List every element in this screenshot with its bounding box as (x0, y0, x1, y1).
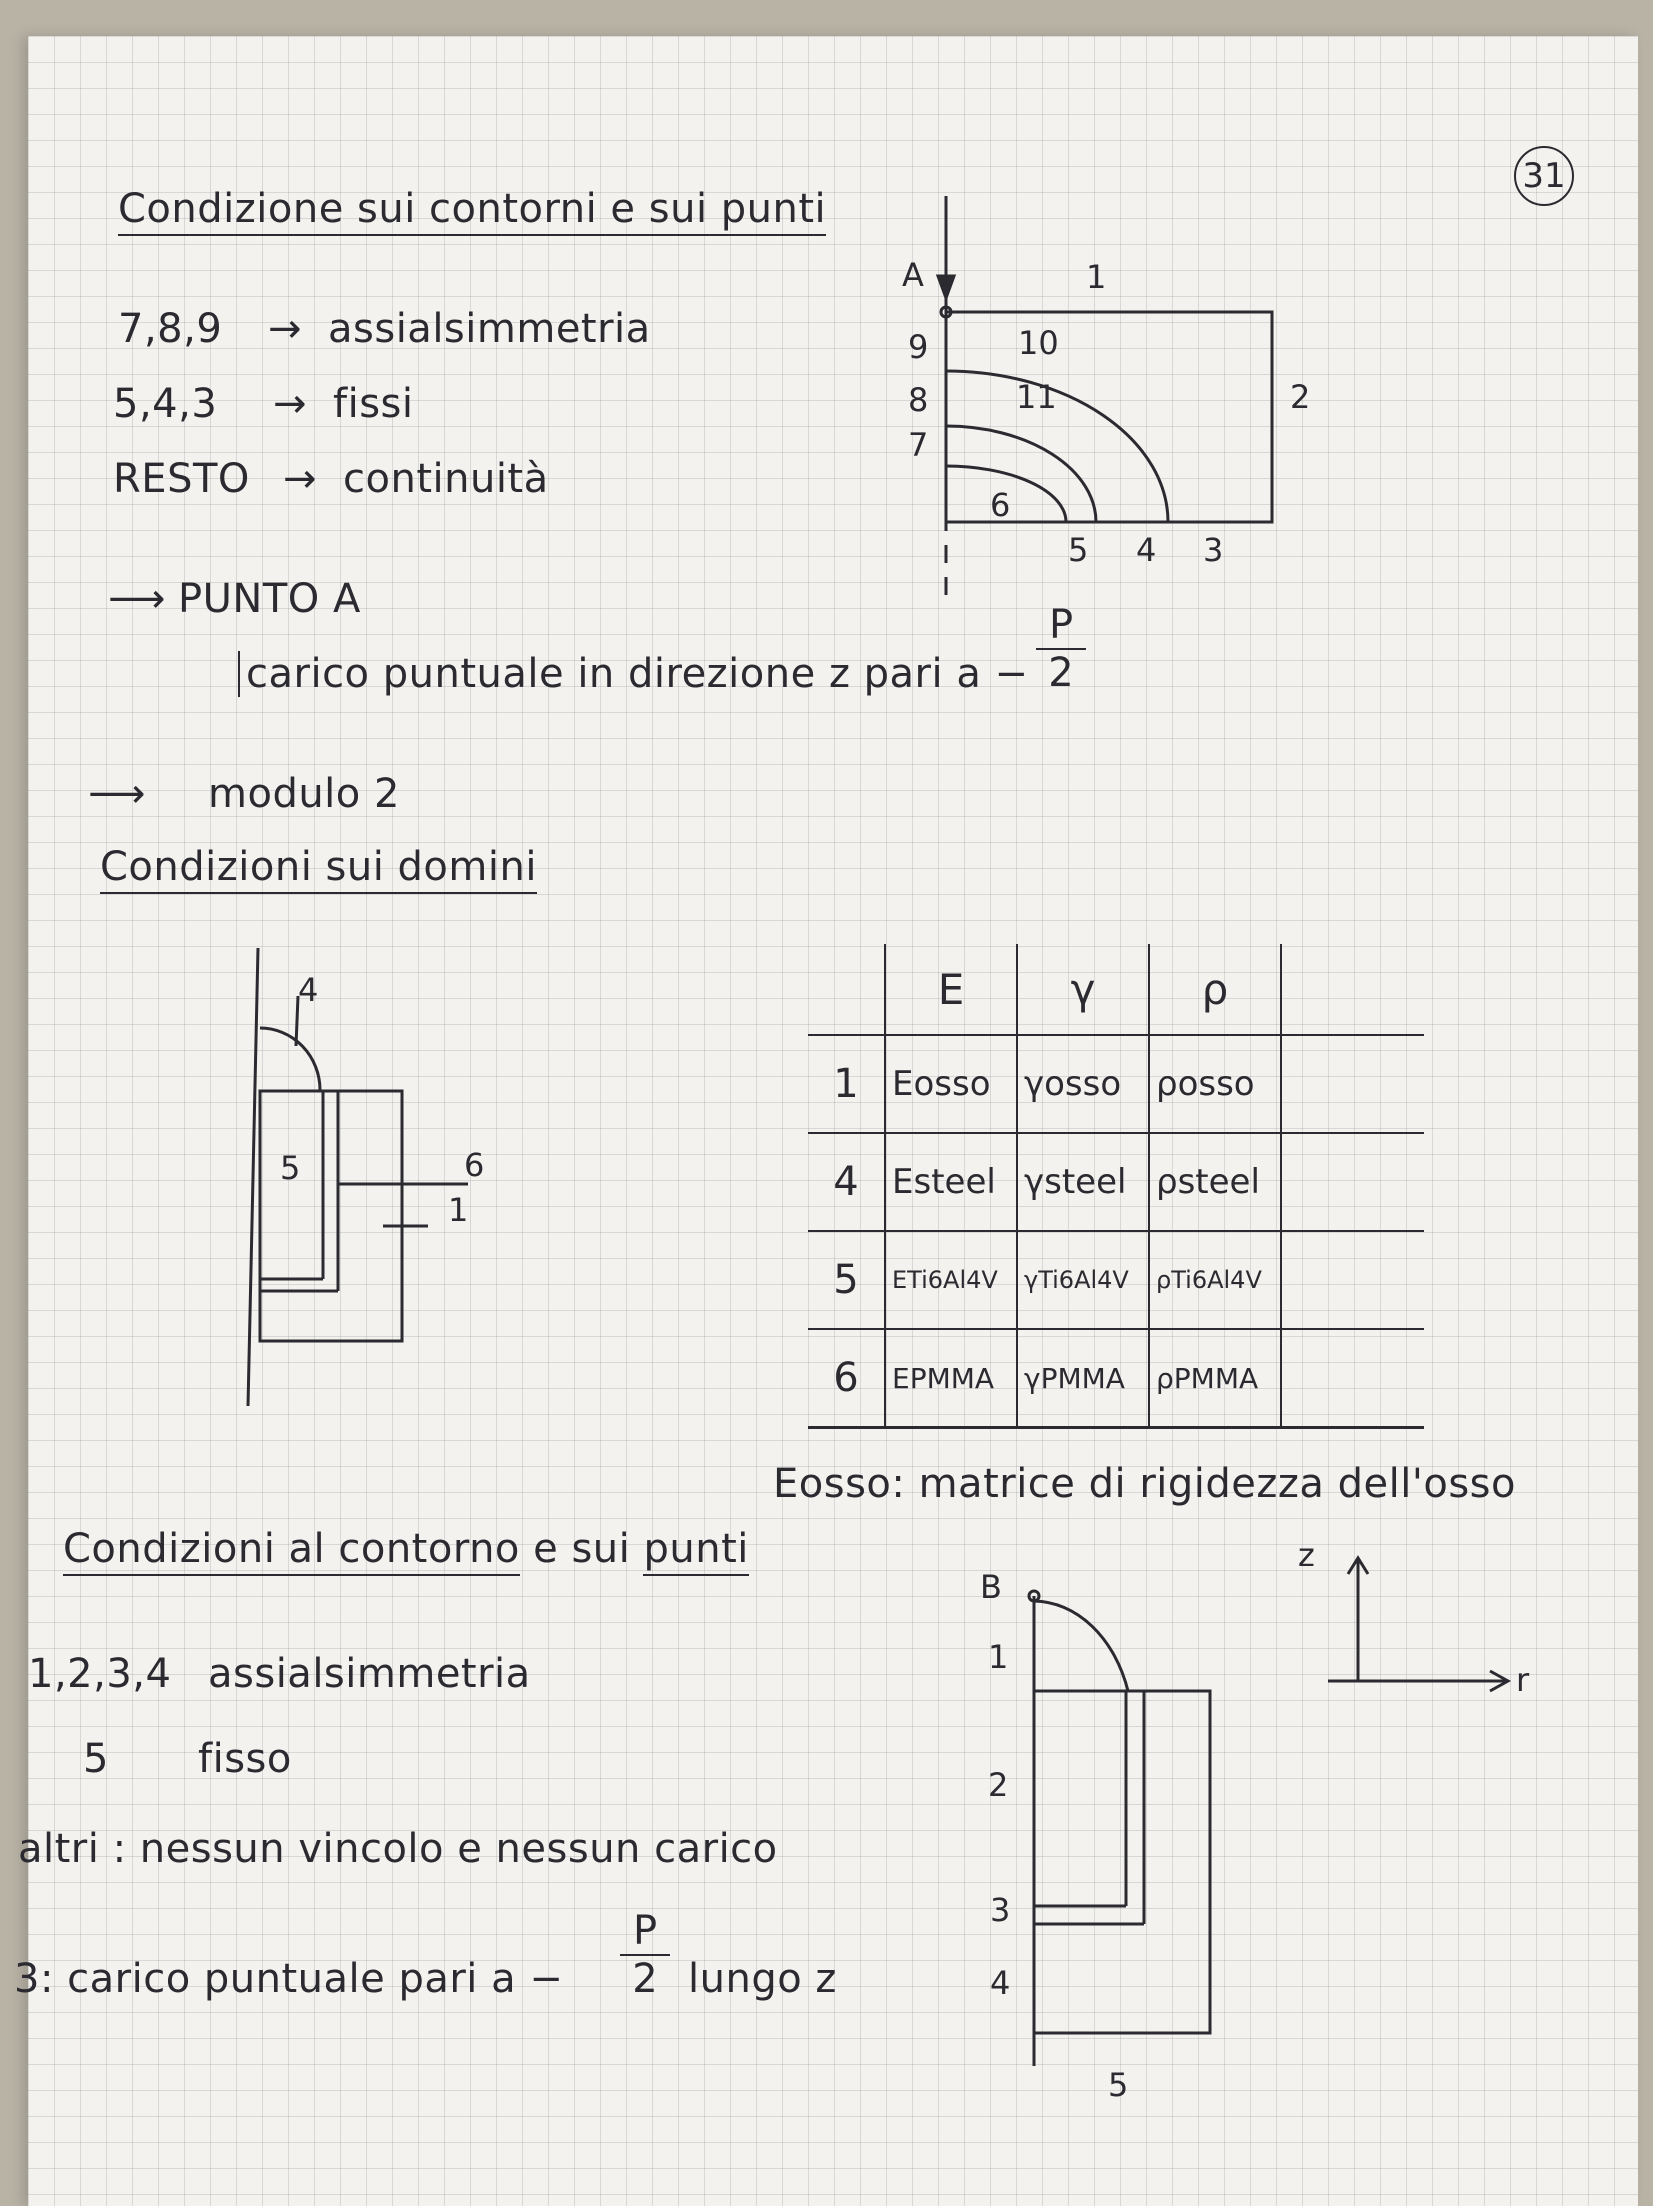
table-note: Eosso: matrice di rigidezza dell'osso (773, 1461, 1516, 1507)
cell-rho: ρPMMA (1149, 1329, 1281, 1428)
section3-title-part2: e sui (533, 1526, 631, 1572)
label-8: 8 (908, 381, 929, 419)
label-3: 3 (990, 1891, 1011, 1929)
row-id: 6 (808, 1329, 885, 1428)
row-id: 5 (808, 1231, 885, 1329)
diagram-domains (248, 948, 484, 1406)
fraction-denominator: 2 (1048, 650, 1074, 696)
label-4: 4 (990, 1964, 1011, 2002)
label-2: 2 (988, 1766, 1009, 1804)
axis-line (248, 948, 258, 1406)
cell-e: Eosso (885, 1035, 1017, 1133)
page-number: 31 (1514, 146, 1574, 206)
s1-line2-desc: fissi (333, 381, 414, 427)
s1-line2-arrow: → (273, 381, 308, 427)
diagram-a (902, 196, 1310, 606)
header-gamma: γ (1017, 944, 1149, 1035)
label-11: 11 (1016, 378, 1057, 416)
label-10: 10 (1018, 324, 1059, 362)
label-4: 4 (298, 971, 319, 1009)
axes-zr (1298, 1536, 1530, 1699)
section3-title-part3: punti (643, 1526, 748, 1576)
label-5: 5 (1068, 531, 1089, 569)
label-b: B (980, 1568, 1002, 1606)
point-a-text: carico puntuale in direzione z pari a − (238, 651, 1029, 697)
label-7: 7 (908, 426, 929, 464)
label-6: 6 (990, 486, 1011, 524)
cell-gamma: γosso (1017, 1035, 1149, 1133)
arc-1 (1034, 1601, 1128, 1691)
s3-line2-ids: 5 (83, 1736, 109, 1782)
header-e: E (885, 944, 1017, 1035)
s1-line1-desc: assialsimmetria (328, 306, 651, 352)
label-6: 6 (464, 1146, 485, 1184)
s3-line1-desc: assialsimmetria (208, 1651, 531, 1697)
label-3: 3 (1203, 531, 1224, 569)
s1-line2-ids: 5,4,3 (113, 381, 218, 427)
fraction-numerator: P (1036, 602, 1086, 650)
sketches (28, 36, 1638, 2206)
label-4: 4 (1136, 531, 1157, 569)
section1-title: Condizione sui contorni e sui punti (118, 186, 826, 236)
notebook-page (14, 36, 1638, 2206)
s1-line3-desc: continuità (343, 456, 549, 502)
cell-gamma: γPMMA (1017, 1329, 1149, 1428)
label-9: 9 (908, 328, 929, 366)
label-5: 5 (1108, 2066, 1129, 2104)
s3-load-text: 3: carico puntuale pari a − (14, 1956, 564, 2002)
label-1: 1 (988, 1638, 1009, 1676)
label-1: 1 (448, 1191, 469, 1229)
section3-title-part1: Condizioni al contorno (63, 1526, 520, 1576)
cell-rho: ρsteel (1149, 1133, 1281, 1231)
arc-outer-6 (946, 426, 1096, 522)
s3-line2-desc: fisso (198, 1736, 292, 1782)
cell-e: ETi6Al4V (885, 1231, 1017, 1329)
point-heading-arrow: ⟶ (108, 576, 166, 622)
label-r: r (1516, 1661, 1530, 1699)
point-a-heading: PUNTO A (178, 576, 361, 622)
label-2: 2 (1290, 378, 1311, 416)
section2-title: Condizioni sui domini (100, 844, 537, 894)
module-label: modulo 2 (208, 771, 400, 817)
fraction-numerator: P (620, 1908, 670, 1956)
s1-line1-arrow: → (268, 306, 303, 352)
s3-others: altri : nessun vincolo e nessun carico (18, 1826, 778, 1872)
s1-line3-arrow: → (283, 456, 318, 502)
s1-line3-ids: RESTO (113, 456, 250, 502)
point-a-arrow-icon (938, 276, 954, 298)
arc-4 (260, 1028, 320, 1090)
row-id: 1 (808, 1035, 885, 1133)
label-a: A (902, 256, 924, 294)
label-z: z (1298, 1536, 1315, 1574)
outer-rect (1034, 1691, 1210, 2033)
cell-e: Esteel (885, 1133, 1017, 1231)
label-5: 5 (280, 1149, 301, 1187)
module-arrow: ⟶ (88, 771, 146, 817)
cell-gamma: γTi6Al4V (1017, 1231, 1149, 1329)
label-1: 1 (1086, 258, 1107, 296)
s3-load-suffix: lungo z (688, 1956, 837, 2002)
s3-line1-ids: 1,2,3,4 (28, 1651, 172, 1697)
cell-gamma: γsteel (1017, 1133, 1149, 1231)
cell-rho: ρTi6Al4V (1149, 1231, 1281, 1329)
s1-line1-ids: 7,8,9 (118, 306, 223, 352)
cell-rho: ρosso (1149, 1035, 1281, 1133)
row-id: 4 (808, 1133, 885, 1231)
diagram-b (980, 1568, 1210, 2104)
outer-rect (260, 1091, 402, 1341)
cell-e: EPMMA (885, 1329, 1017, 1428)
fraction-denominator: 2 (632, 1956, 658, 2002)
header-rho: ρ (1149, 944, 1281, 1035)
